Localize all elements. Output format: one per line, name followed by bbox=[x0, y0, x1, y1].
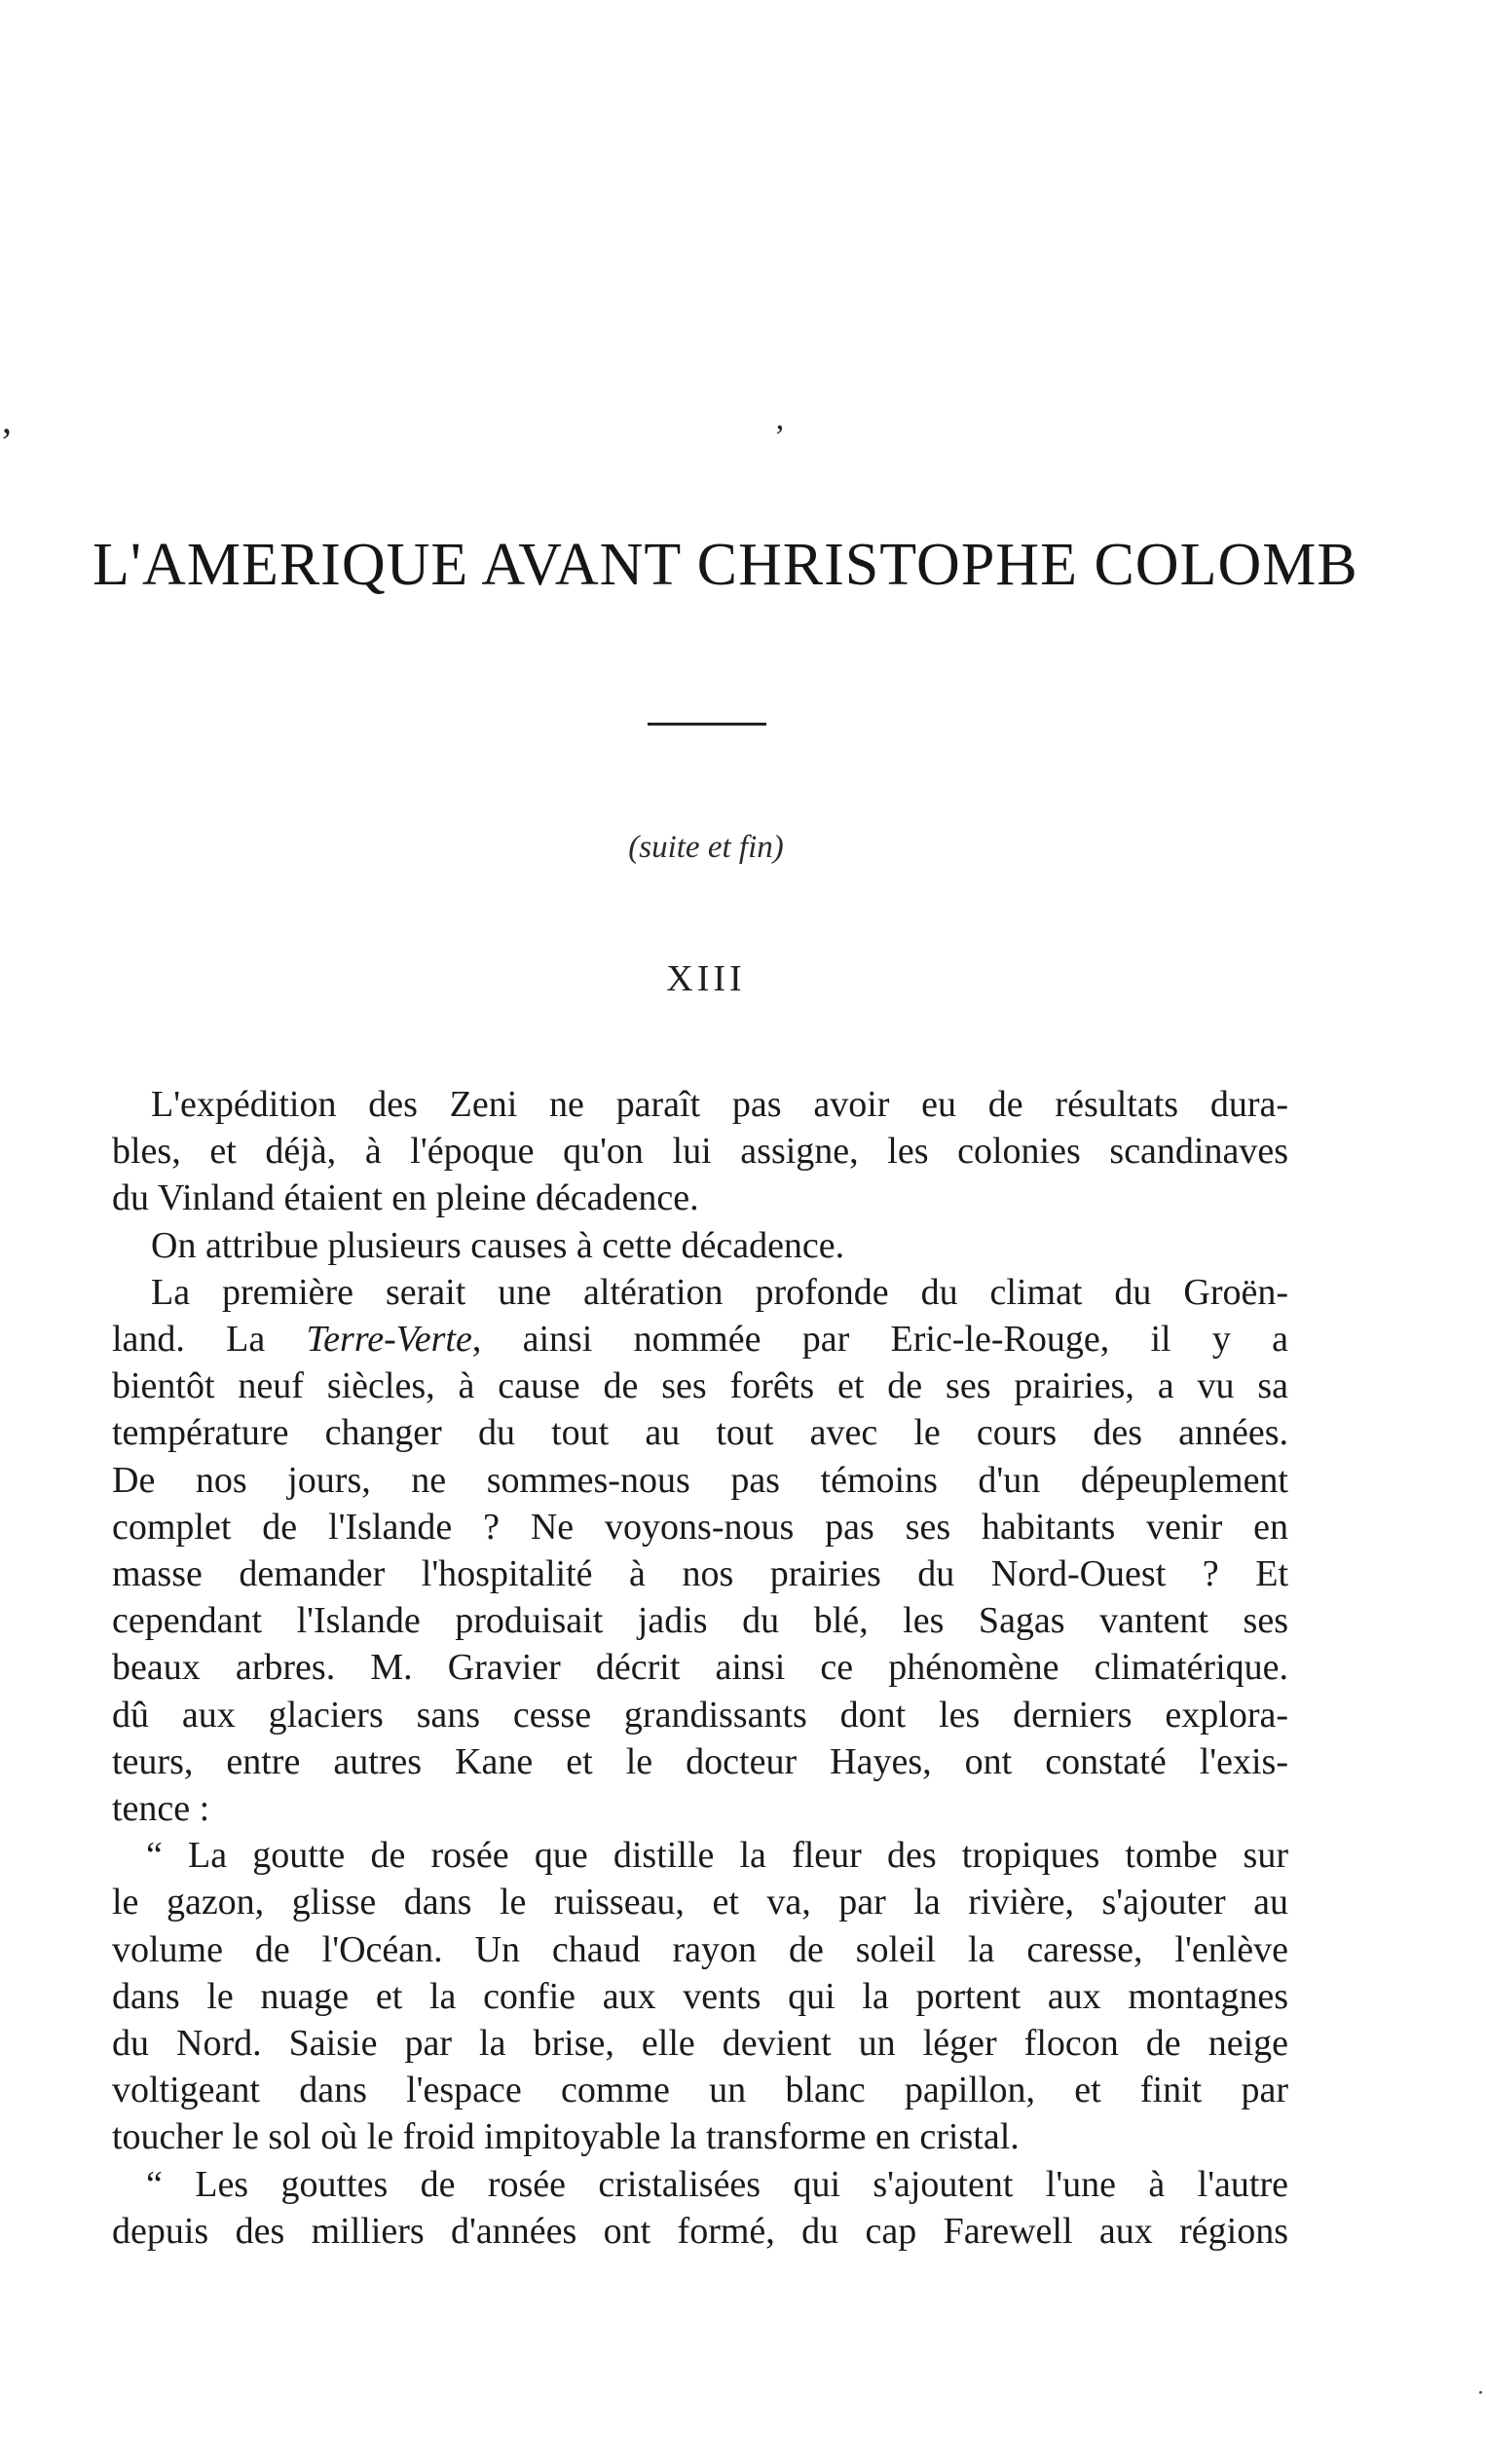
text-line: L'expédition des Zeni ne paraît pas avoir eu de résultats dura- bbox=[151, 1084, 1288, 1125]
text-line: depuis des milliers d'années ont formé, du cap Farewell aux régions bbox=[112, 2210, 1288, 2252]
article-subtitle: (suite et fin) bbox=[628, 830, 784, 865]
text-line: La première serait une altération profonde du climat du Groën- bbox=[151, 1271, 1288, 1313]
text-line: De nos jours, ne sommes-nous pas témoins d'un dépeuplement bbox=[112, 1459, 1288, 1501]
title-rule bbox=[648, 723, 766, 726]
text-line: dû aux glaciers sans cesse grandissants dont les derniers explora- bbox=[112, 1694, 1288, 1736]
scan-speck bbox=[1479, 2391, 1482, 2394]
text-line: tence : bbox=[112, 1788, 210, 1830]
text-line: beaux arbres. M. Gravier décrit ainsi ce phénomène climatérique. bbox=[112, 1647, 1288, 1689]
section-number: XIII bbox=[666, 958, 746, 999]
text-line: toucher le sol où le froid impitoyable la transforme en cristal. bbox=[112, 2116, 1020, 2158]
text-line: température changer du tout au tout avec le cours des années. bbox=[112, 1412, 1288, 1454]
text-line bbox=[112, 1316, 1288, 1363]
text-line: du Nord. Saisie par la brise, elle devient un léger flocon de neige bbox=[112, 2023, 1288, 2065]
text-line: le gazon, glisse dans le ruisseau, et va, par la rivière, s'ajouter au bbox=[112, 1882, 1288, 1923]
text-line: masse demander l'hospitalité à nos prairies du Nord-Ouest ? Et bbox=[112, 1553, 1288, 1595]
text-line: cependant l'Islande produisait jadis du blé, les Sagas vantent ses bbox=[112, 1600, 1288, 1642]
header-mark: ’ bbox=[774, 419, 786, 455]
text-line: bientôt neuf siècles, à cause de ses forêts et de ses prairies, a vu sa bbox=[112, 1365, 1288, 1407]
text-line: On attribue plusieurs causes à cette décadence. bbox=[151, 1224, 845, 1266]
text-fragment: land. La bbox=[112, 1319, 307, 1361]
text-line: dans le nuage et la confie aux vents qui la portent aux montagnes bbox=[112, 1975, 1288, 2017]
text-line: complet de l'Islande ? Ne voyons-nous pas ses habitants venir en bbox=[112, 1506, 1288, 1548]
text-line: teurs, entre autres Kane et le docteur Hayes, ont constaté l'exis- bbox=[112, 1740, 1288, 1782]
text-line: voltigeant dans l'espace comme un blanc papillon, et finit par bbox=[112, 2070, 1288, 2111]
body-text bbox=[112, 1081, 1288, 2255]
text-line: du Vinland étaient en pleine décadence. bbox=[112, 1177, 699, 1219]
text-line: volume de l'Océan. Un chaud rayon de soleil la caresse, l'enlève bbox=[112, 1928, 1288, 1970]
text-line: “ La goutte de rosée que distille la fleur des tropiques tombe sur bbox=[146, 1835, 1288, 1877]
text-line: “ Les gouttes de rosée cristalisées qui s'ajoutent l'une à l'autre bbox=[146, 2163, 1288, 2205]
margin-mark: ’ bbox=[0, 420, 14, 464]
italic-term: Terre-Verte bbox=[306, 1319, 472, 1361]
text-fragment: , ainsi nommée par Eric-le-Rouge, il y a bbox=[471, 1319, 1288, 1361]
article-title: L'AMERIQUE AVANT CHRISTOPHE COLOMB bbox=[93, 532, 1358, 598]
text-line: bles, et déjà, à l'époque qu'on lui assigne, les colonies scandinaves bbox=[112, 1131, 1288, 1173]
